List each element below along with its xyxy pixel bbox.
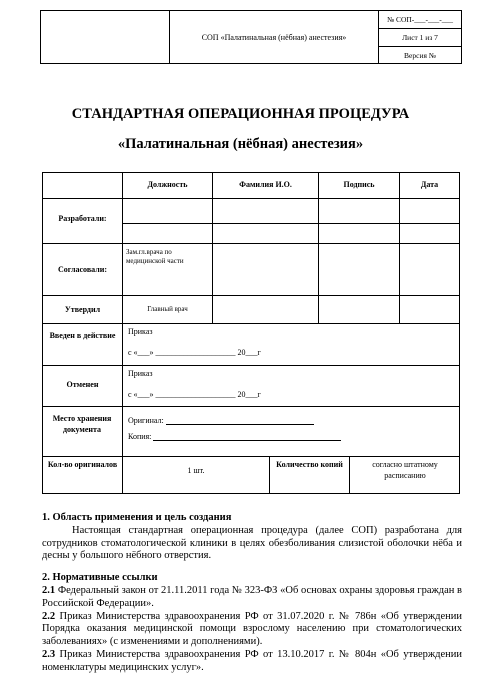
copies-count-label: Количество копий <box>276 460 343 469</box>
col-header-signature: Подпись <box>343 180 375 189</box>
reference-text: Приказ Министерства здравоохранения РФ от 13.10.2017 г. № 804н «Об утверждении номенклатуры медицинских услуг». <box>42 648 463 673</box>
page-title: СТАНДАРТНАЯ ОПЕРАЦИОННАЯ ПРОЦЕДУРА <box>71 106 410 122</box>
originals-count-value: 1 шт. <box>187 466 205 475</box>
doc-version: Версия № <box>404 51 436 60</box>
reference-number: 2.2 <box>42 610 56 622</box>
reference-item <box>42 611 462 649</box>
storage-original-line <box>166 424 314 425</box>
doc-number: № СОП-___-___-___ <box>379 11 461 29</box>
approved-position: Главный врач <box>147 305 188 313</box>
storage-copy-label: Копия: <box>128 432 152 441</box>
row-label-cancelled: Отменен <box>66 380 99 389</box>
storage-copy <box>128 432 341 441</box>
storage-original <box>128 416 314 425</box>
doc-reference: СОП «Палатинальная (нёбная) анестезия» <box>170 11 379 63</box>
copies-count-value: согласно штатному расписанию <box>372 460 438 480</box>
section-2-title: 2. Нормативные ссылки <box>42 572 158 584</box>
row-label-introduced: Введен в действие <box>49 331 116 340</box>
cancelled-order-label: Приказ <box>128 369 153 378</box>
row-label-approved: Утвердил <box>64 305 101 314</box>
col-header-name: Фамилия И.О. <box>239 180 292 189</box>
cancelled-order-line: с «___» ____________________ 20___г <box>128 390 261 399</box>
storage-original-label: Оригинал: <box>128 416 164 425</box>
row-label-developed: Разработали: <box>58 214 107 223</box>
introduced-order-label: Приказ <box>128 327 153 336</box>
reference-number: 2.3 <box>42 648 56 660</box>
document-header <box>40 10 462 64</box>
doc-sheet: Лист 1 из 7 <box>379 29 461 47</box>
row-label-agreed: Согласовали: <box>58 265 107 274</box>
reference-item <box>42 649 462 675</box>
approval-table <box>42 172 460 494</box>
document-body <box>42 512 462 675</box>
storage-copy-line <box>153 440 341 441</box>
logo-placeholder <box>41 11 170 63</box>
section-1-text: Настоящая стандартная операционная процедура (далее СОП) разработана для сотрудников стоматологической клиники в целях обезболивания слизистой оболочки нёба и десны у большого нёбного отверстия. <box>42 524 462 562</box>
col-header-date: Дата <box>420 180 439 189</box>
row-label-originals-count: Кол-во оригиналов <box>47 460 118 469</box>
row-label-storage: Место хранения документа <box>52 414 112 434</box>
agreed-position: Зам.гл.врача по медицинской части <box>126 248 184 265</box>
col-header-position: Должность <box>147 180 188 189</box>
reference-text: Федеральный закон от 21.11.2011 года № 323-ФЗ «Об основах охраны здоровья граждан в Российской Федерации». <box>42 584 463 609</box>
section-1-title: 1. Область применения и цель создания <box>42 512 232 523</box>
doc-meta <box>379 11 461 63</box>
reference-text: Приказ Министерства здравоохранения РФ от 31.07.2020 г. № 786н «Об утверждении Порядка оказания медицинской помощи взрослому населению при стоматологических заболеваниях» (с изменениями и дополнениями). <box>42 610 463 648</box>
reference-item <box>42 585 462 611</box>
introduced-order-line: с «___» ____________________ 20___г <box>128 348 261 357</box>
reference-number: 2.1 <box>42 584 56 596</box>
page-subtitle: «Палатинальная (нёбная) анестезия» <box>117 136 364 152</box>
